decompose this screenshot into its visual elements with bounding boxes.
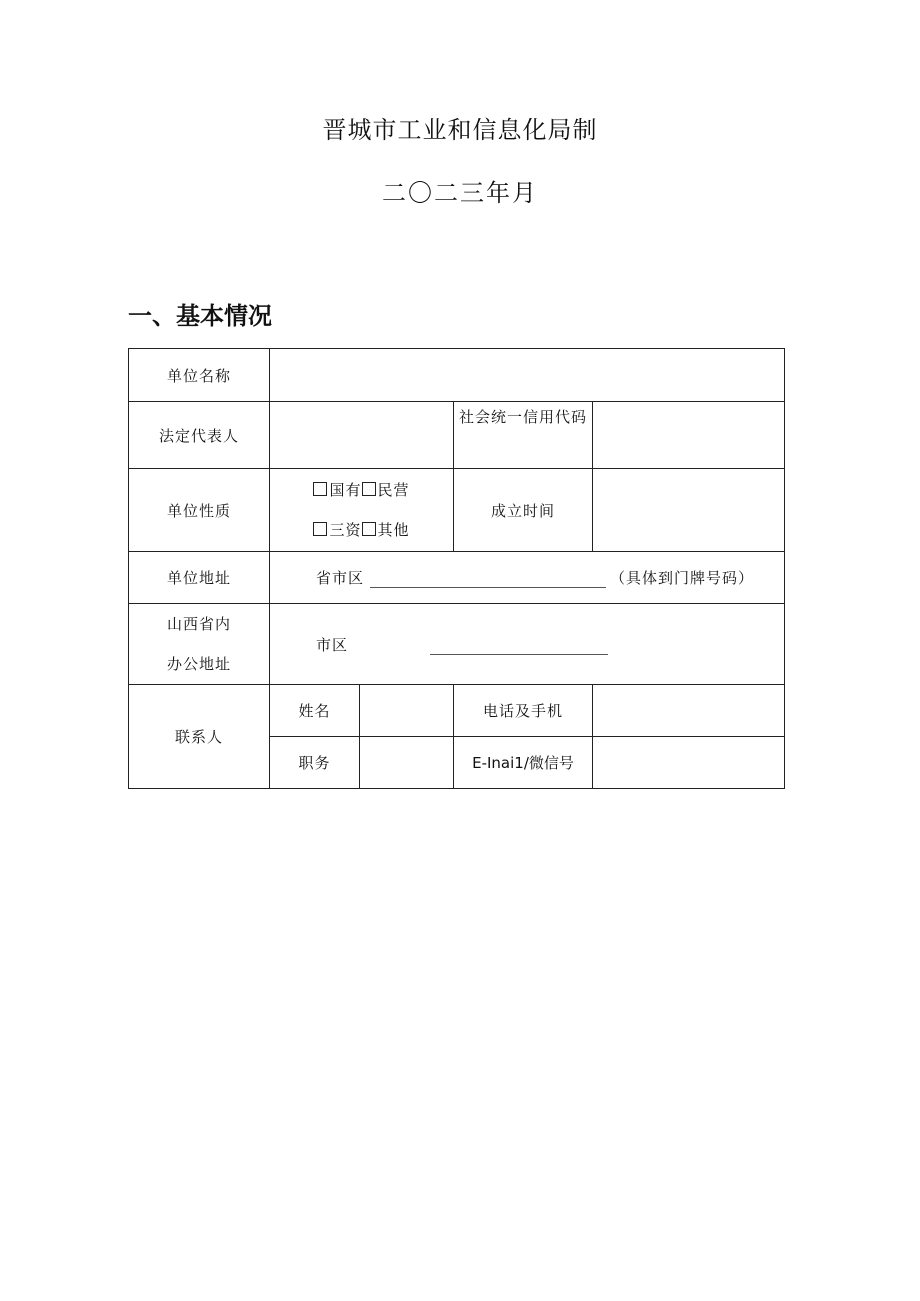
other-label: 其他 — [377, 521, 410, 539]
basic-info-table — [128, 348, 785, 789]
issue-date: 二〇二三年月 — [382, 179, 538, 207]
address-label: 单位地址 — [129, 552, 270, 604]
address-province: 省市区 — [316, 569, 365, 587]
phone-field[interactable] — [593, 685, 785, 737]
office-label-line2: 办公地址 — [166, 655, 231, 673]
other-checkbox[interactable] — [362, 522, 376, 536]
email-field[interactable] — [593, 737, 785, 789]
established-field[interactable] — [593, 469, 785, 552]
position-label: 职务 — [270, 737, 360, 789]
unit-name-label: 单位名称 — [129, 349, 270, 402]
office-label-line1: 山西省内 — [166, 615, 231, 633]
credit-code-field[interactable] — [593, 402, 785, 469]
legal-rep-label: 法定代表人 — [129, 402, 270, 469]
established-label: 成立时间 — [454, 469, 593, 552]
section-title: 一、基本情况 — [128, 302, 272, 330]
unit-name-field[interactable] — [270, 349, 785, 402]
contact-label: 联系人 — [129, 685, 270, 789]
email-label: E-Inai1/微信号 — [454, 737, 593, 789]
foreign-label: 三资 — [329, 521, 362, 539]
name-field[interactable] — [360, 685, 454, 737]
name-label: 姓名 — [270, 685, 360, 737]
nature-options — [270, 469, 454, 552]
legal-rep-field[interactable] — [270, 402, 454, 469]
credit-code-label: 社会统一信用代码 — [454, 402, 593, 469]
address-field[interactable] — [270, 552, 785, 604]
office-field[interactable] — [270, 604, 785, 685]
state-owned-label: 国有 — [329, 481, 362, 499]
office-label — [129, 604, 270, 685]
private-label: 民营 — [377, 481, 410, 499]
issuer-title: 晋城市工业和信息化局制 — [322, 116, 598, 144]
private-checkbox[interactable] — [362, 482, 376, 496]
position-field[interactable] — [360, 737, 454, 789]
state-owned-checkbox[interactable] — [313, 482, 327, 496]
nature-label: 单位性质 — [129, 469, 270, 552]
office-blank[interactable] — [430, 653, 608, 655]
address-blank[interactable] — [370, 586, 606, 588]
phone-label: 电话及手机 — [454, 685, 593, 737]
foreign-checkbox[interactable] — [313, 522, 327, 536]
office-city: 市区 — [316, 635, 349, 654]
address-note: （具体到门牌号码） — [610, 569, 755, 587]
